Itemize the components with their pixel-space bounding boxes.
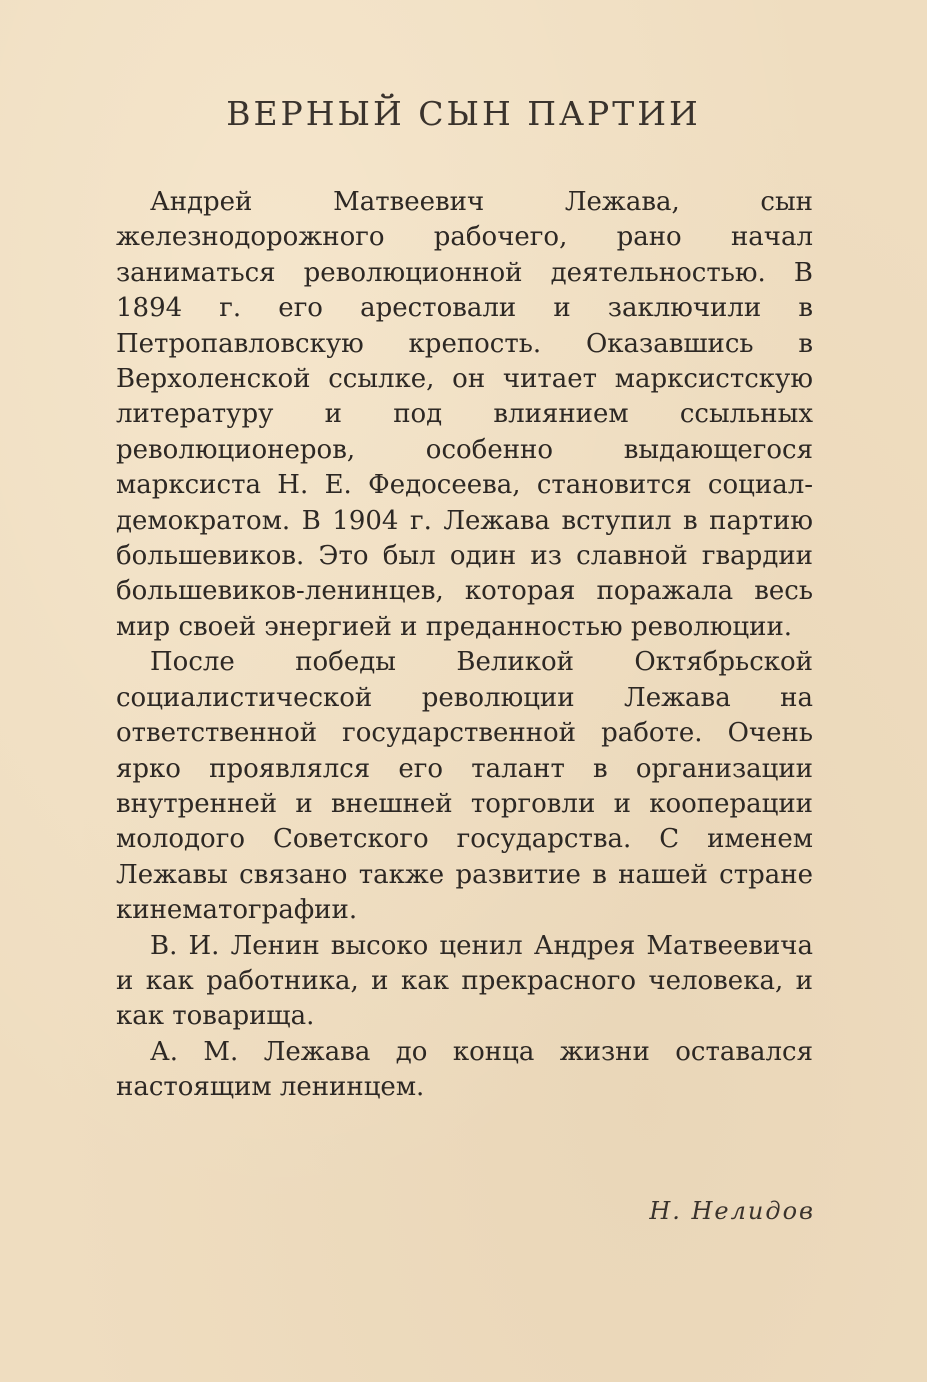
page-title: ВЕРНЫЙ СЫН ПАРТИИ <box>226 94 701 133</box>
paragraph: После победы Великой Октябрьской социалистической революции Лежава на ответственной государственной работе. Очень ярко проявлялся его талант в организации внутренней и внешней торговли и кооперации молодого Советского государства. С именем Лежавы связано также развитие в нашей стране кинематографии. <box>116 647 813 926</box>
article-body <box>116 185 813 1106</box>
paragraph: А. М. Лежава до конца жизни оставался настоящим ленинцем. <box>116 1036 813 1103</box>
author-signature: Н. Нелидов <box>649 1197 815 1225</box>
paragraph: Андрей Матвеевич Лежава, сын железнодорожного рабочего, рано начал заниматься революционной деятельностью. В 1894 г. его арестовали и заключили в Петропавловскую крепость. Оказавшись в Верхоленской ссылке, он читает марксистскую литературу и под влиянием ссыльных революционеров, особенно выдающегося марксиста Н. Е. Федосеева, становится социал-демократом. В 1904 г. Лежава вступил в партию большевиков. Это был один из славной гвардии большевиков-ленинцев, которая поражала весь мир своей энергией и преданностью революции. <box>116 187 813 642</box>
paragraph: В. И. Ленин высоко ценил Андрея Матвеевича и как работника, и как прекрасного человека, и как товарища. <box>116 930 813 1032</box>
